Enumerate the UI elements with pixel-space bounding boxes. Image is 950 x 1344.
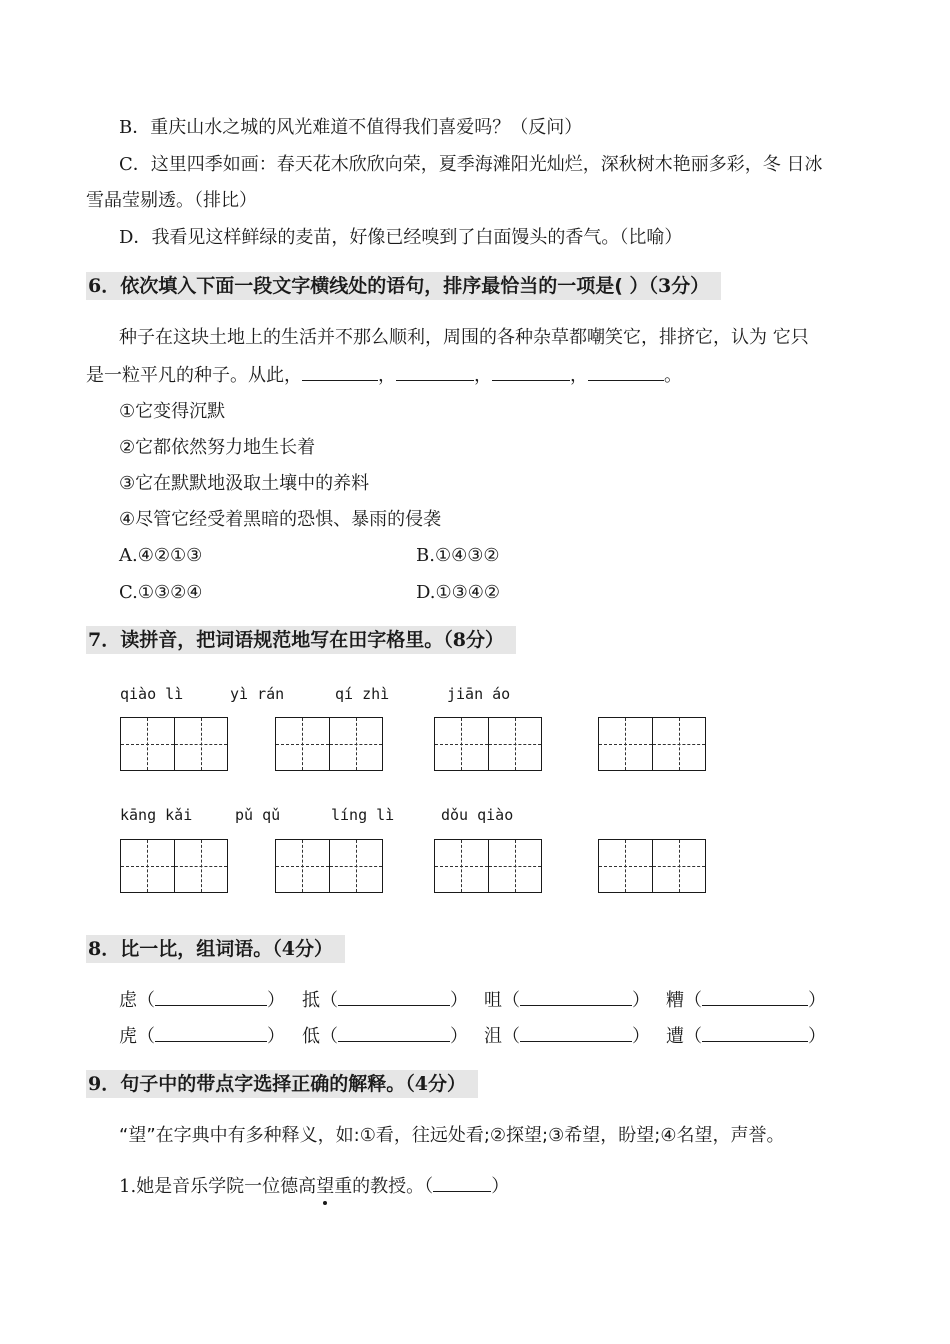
q8-number: 8． bbox=[88, 938, 121, 960]
q8-heading bbox=[86, 935, 345, 963]
q7-pinyin-3: qí zhì bbox=[335, 685, 390, 703]
q5-option-b bbox=[119, 115, 582, 141]
q8-blank-1[interactable] bbox=[155, 987, 267, 1006]
q8-close-paren: ） bbox=[267, 1026, 285, 1047]
q6-heading bbox=[86, 272, 721, 300]
q8-close-paren: ） bbox=[632, 990, 650, 1011]
q6-option-b[interactable]: B.①④③② bbox=[416, 545, 500, 566]
q8-char-3: 咀 bbox=[484, 990, 502, 1011]
q7-pinyin-7: líng lì bbox=[331, 806, 395, 824]
q6-option-d[interactable]: D.①③④② bbox=[416, 582, 501, 603]
q6-score: 3 bbox=[658, 275, 672, 297]
q9-s1-number: 1. bbox=[119, 1176, 137, 1197]
q8-open-paren: （ bbox=[137, 990, 155, 1011]
q7-tianzige-8[interactable] bbox=[598, 839, 706, 893]
q8-word-1 bbox=[119, 987, 285, 1014]
q8-char-7: 沮 bbox=[484, 1026, 502, 1047]
q5-option-d-text: 我看见这样鲜绿的麦苗，好像已经嗅到了白面馒头的香气。（比喻） bbox=[151, 227, 683, 248]
q7-pinyin-6: pǔ qǔ bbox=[235, 806, 281, 824]
q9-s1-dotted-char: 望 bbox=[316, 1174, 334, 1200]
q6-option-a[interactable]: A.④②①③ bbox=[119, 545, 203, 566]
q8-close-paren: ） bbox=[450, 1026, 468, 1047]
q7-score: 8 bbox=[452, 629, 466, 651]
q8-open-paren: （ bbox=[502, 990, 520, 1011]
q9-score: 4 bbox=[414, 1073, 428, 1095]
q8-blank-4[interactable] bbox=[702, 987, 808, 1006]
q6-blank-1[interactable] bbox=[302, 362, 378, 381]
q6-comma-2: ， bbox=[474, 365, 492, 386]
q5-option-d bbox=[119, 225, 682, 251]
q8-blank-7[interactable] bbox=[520, 1023, 632, 1042]
q8-word-7 bbox=[484, 1023, 650, 1050]
q5-option-c-continued: 雪晶莹剔透。（排比） bbox=[86, 190, 257, 211]
q8-close-paren: ） bbox=[808, 1026, 826, 1047]
q6-number: 6． bbox=[88, 275, 121, 297]
q8-word-8 bbox=[666, 1023, 826, 1050]
q8-word-4 bbox=[666, 987, 826, 1014]
q8-open-paren: （ bbox=[684, 1026, 702, 1047]
q7-tianzige-1[interactable] bbox=[120, 717, 228, 771]
q7-heading bbox=[86, 626, 516, 654]
q6-comma-1: ， bbox=[378, 365, 396, 386]
q8-open-paren: （ bbox=[684, 990, 702, 1011]
q6-item-1: ①它变得沉默 bbox=[119, 401, 226, 422]
q9-s1-after: 重的教授。（ bbox=[334, 1176, 434, 1197]
q6-passage-line2 bbox=[86, 362, 682, 389]
q6-passage-line1: 种子在这块土地上的生活并不那么顺利，周围的各种杂草都嘲笑它，排挤它，认为 它只 bbox=[119, 327, 809, 348]
q8-char-1: 虑 bbox=[119, 990, 137, 1011]
q7-pinyin-4: jiān áo bbox=[447, 685, 511, 703]
q5-option-c-label: C． bbox=[119, 154, 151, 175]
q6-comma-3: ， bbox=[570, 365, 588, 386]
q8-close-paren: ） bbox=[267, 990, 285, 1011]
q7-tianzige-6[interactable] bbox=[275, 839, 383, 893]
q9-s1-close: ） bbox=[491, 1176, 510, 1197]
q8-word-6 bbox=[302, 1023, 468, 1050]
q7-tianzige-4[interactable] bbox=[598, 717, 706, 771]
q6-passage-start: 是一粒平凡的种子。从此， bbox=[86, 365, 302, 386]
q8-char-5: 虎 bbox=[119, 1026, 137, 1047]
q6-blank-3[interactable] bbox=[492, 362, 570, 381]
q9-s1-answer-blank[interactable] bbox=[433, 1173, 491, 1192]
q8-blank-3[interactable] bbox=[520, 987, 632, 1006]
q7-score-suffix: 分） bbox=[465, 629, 504, 651]
q7-pinyin-5: kāng kǎi bbox=[120, 806, 193, 824]
q6-option-c[interactable]: C.①③②④ bbox=[119, 582, 203, 603]
q8-char-6: 低 bbox=[302, 1026, 320, 1047]
q8-char-8: 遭 bbox=[666, 1026, 684, 1047]
q8-char-4: 糟 bbox=[666, 990, 684, 1011]
q6-item-4: ④尽管它经受着黑暗的恐惧、暴雨的侵袭 bbox=[119, 509, 442, 530]
q8-score-suffix: 分） bbox=[294, 938, 333, 960]
q5-option-c bbox=[119, 152, 823, 178]
q7-number: 7． bbox=[88, 629, 121, 651]
q8-open-paren: （ bbox=[320, 1026, 338, 1047]
q7-tianzige-3[interactable] bbox=[434, 717, 542, 771]
q7-title: 读拼音，把词语规范地写在田字格里。（ bbox=[120, 629, 453, 651]
q5-option-b-text: 重庆山水之城的风光难道不值得我们喜爱吗？（反问） bbox=[150, 117, 583, 138]
q9-score-suffix: 分） bbox=[427, 1073, 466, 1095]
q6-blank-2[interactable] bbox=[396, 362, 474, 381]
q8-close-paren: ） bbox=[632, 1026, 650, 1047]
q8-blank-8[interactable] bbox=[702, 1023, 808, 1042]
q9-s1-before: 她是音乐学院一位德高 bbox=[136, 1176, 317, 1197]
q5-option-b-label: B． bbox=[119, 117, 151, 138]
q8-open-paren: （ bbox=[137, 1026, 155, 1047]
q7-tianzige-5[interactable] bbox=[120, 839, 228, 893]
q6-item-2: ②它都依然努力地生长着 bbox=[119, 437, 316, 458]
q8-close-paren: ） bbox=[450, 990, 468, 1011]
q5-option-d-label: D． bbox=[119, 227, 152, 248]
q8-word-5 bbox=[119, 1023, 285, 1050]
q8-blank-6[interactable] bbox=[338, 1023, 450, 1042]
q9-heading bbox=[86, 1070, 478, 1098]
q8-word-2 bbox=[302, 987, 468, 1014]
q9-sentence-1 bbox=[119, 1173, 509, 1200]
q8-blank-2[interactable] bbox=[338, 987, 450, 1006]
q7-tianzige-2[interactable] bbox=[275, 717, 383, 771]
q8-close-paren: ） bbox=[808, 990, 826, 1011]
q7-pinyin-2: yì rán bbox=[230, 685, 285, 703]
q6-score-suffix: 分） bbox=[671, 275, 710, 297]
q8-title: 比一比，组词语。（ bbox=[120, 938, 282, 960]
q6-blank-4[interactable] bbox=[588, 362, 664, 381]
q6-period: 。 bbox=[664, 365, 682, 386]
q6-item-3: ③它在默默地汲取土壤中的养料 bbox=[119, 473, 370, 494]
q8-open-paren: （ bbox=[320, 990, 338, 1011]
q7-pinyin-1: qiào lì bbox=[120, 685, 184, 703]
q8-score: 4 bbox=[281, 938, 295, 960]
q8-word-3 bbox=[484, 987, 650, 1014]
q8-open-paren: （ bbox=[502, 1026, 520, 1047]
q6-title: 依次填入下面一段文字横线处的语句，排序最恰当的一项是( ）（ bbox=[120, 275, 659, 297]
q9-title: 句子中的带点字选择正确的解释。（ bbox=[120, 1073, 415, 1095]
q5-option-c-text: 这里四季如画：春天花木欣欣向荣，夏季海滩阳光灿烂，深秋树木艳丽多彩，冬 日冰 bbox=[150, 154, 823, 175]
q8-blank-5[interactable] bbox=[155, 1023, 267, 1042]
q7-tianzige-7[interactable] bbox=[434, 839, 542, 893]
q7-pinyin-8: dǒu qiào bbox=[441, 806, 514, 824]
q9-number: 9． bbox=[88, 1073, 121, 1095]
q9-intro: “望”在字典中有多种释义，如:①看，往远处看;②探望;③希望，盼望;④名望，声誉。 bbox=[119, 1125, 785, 1146]
q8-char-2: 抵 bbox=[302, 990, 320, 1011]
